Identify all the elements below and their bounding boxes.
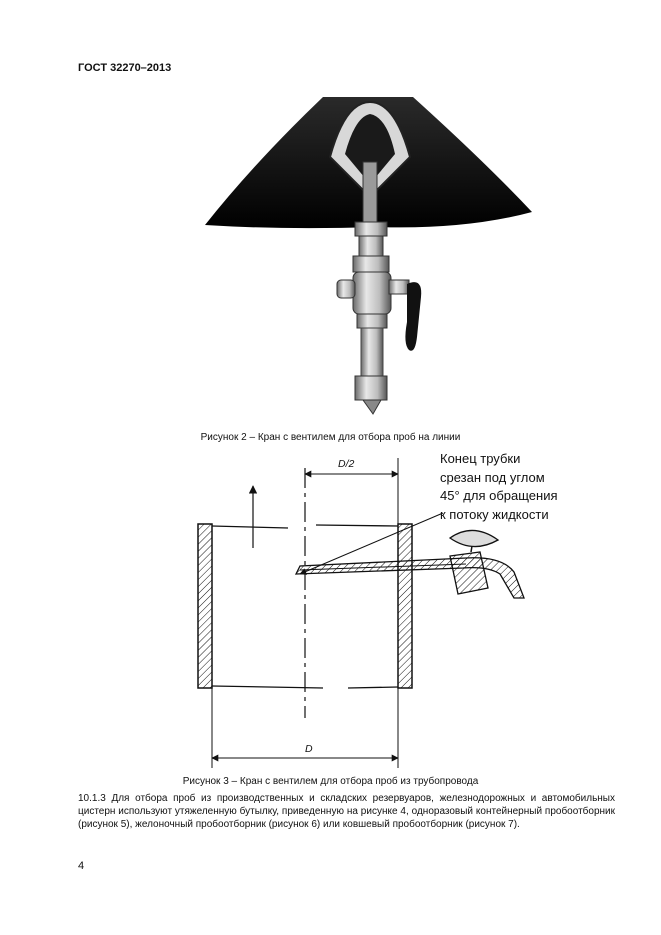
- tap-handle: [450, 530, 498, 546]
- annotation-line: Конец трубки: [440, 451, 521, 466]
- valve-handle: [405, 282, 421, 351]
- tube-end-annotation: [440, 450, 558, 524]
- dimension-label-diameter: D: [305, 743, 313, 755]
- dimension-label-half-diameter: D/2: [338, 458, 355, 470]
- pipe-wall-left: [198, 524, 212, 688]
- figure-2-valve-photo: [195, 92, 545, 427]
- figure-3-caption: Рисунок 3 – Кран с вентилем для отбора проб из трубопровода: [182, 776, 479, 787]
- document-code-header: ГОСТ 32270–2013: [78, 62, 172, 74]
- annotation-line: срезан под углом: [440, 469, 545, 485]
- body-paragraph: 10.1.3 Для отбора проб из производственных и складских резервуаров, железнодорожных и автомобильных цистерн используют утяжеленную бутылку, приведенную на рисунке 4, одноразовый контейнерный пробоотборник (рисунок 5), желоночный пробоотборник (рисунок 6) или ковшевый пробоотборник (рисунок 7).: [78, 793, 615, 830]
- annotation-line: 45° для обращения: [440, 488, 558, 503]
- annotation-line: к потоку жидкости: [440, 506, 549, 522]
- pipe-wall-right: [398, 524, 412, 688]
- figure-2-caption: Рисунок 2 – Кран с вентилем для отбора проб на линии: [200, 432, 461, 443]
- page-number: 4: [78, 860, 85, 872]
